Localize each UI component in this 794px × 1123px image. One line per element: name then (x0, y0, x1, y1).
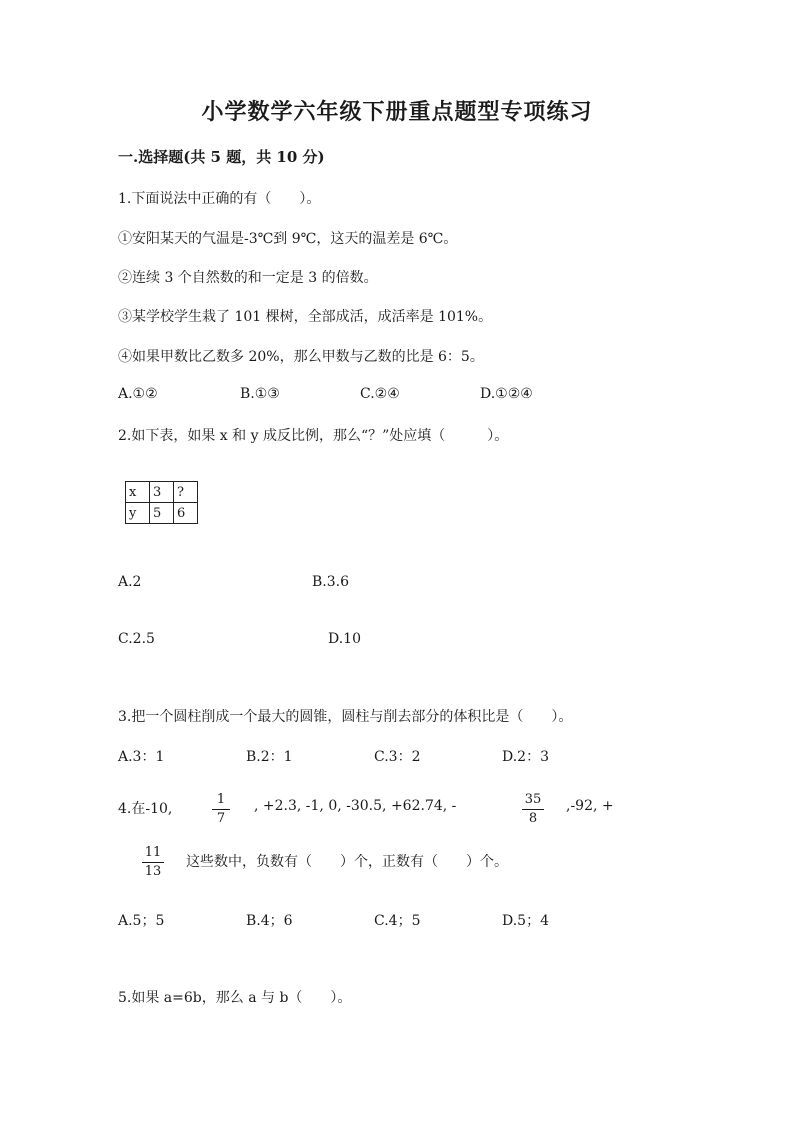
question-2-stem: 2.如下表，如果 x 和 y 成反比例，那么“？”处应填（ ）。 (118, 428, 509, 444)
question-1-statement-1: ①安阳某天的气温是-3℃到 9℃，这天的温差是 6℃。 (118, 231, 458, 247)
table-cell: x (126, 482, 150, 503)
question-4-prefix: 4.在-10, (118, 801, 173, 817)
fraction-denominator: 8 (528, 811, 538, 826)
table-row (126, 482, 198, 503)
table-cell: 3 (150, 482, 174, 503)
question-3-option-a: A.3：1 (118, 749, 165, 765)
fraction-1-7 (212, 792, 230, 827)
question-4-middle: , +2.3, -1, 0, -30.5, +62.74, - (254, 798, 457, 814)
question-4-tail: 这些数中，负数有（ ）个，正数有（ ）个。 (186, 854, 508, 870)
question-2-option-b: B.3.6 (312, 574, 350, 590)
question-2-option-c: C.2.5 (118, 631, 155, 647)
xy-table (125, 481, 198, 524)
fraction-numerator: 35 (524, 792, 542, 807)
fraction-numerator: 11 (144, 845, 162, 860)
question-1-statement-4: ④如果甲数比乙数多 20%，那么甲数与乙数的比是 6：5。 (118, 349, 484, 365)
table-row (126, 503, 198, 524)
question-1-option-a: A.①② (118, 386, 158, 402)
question-2-option-a: A.2 (118, 574, 142, 590)
question-1-option-c: C.②④ (360, 386, 400, 402)
table-cell: y (126, 503, 150, 524)
question-2-option-d: D.10 (328, 631, 361, 647)
fraction-denominator: 13 (144, 864, 162, 879)
page-title: 小学数学六年级下册重点题型专项练习 (201, 99, 593, 125)
question-4-option-d: D.5；4 (502, 913, 549, 929)
question-4-option-c: C.4；5 (374, 913, 421, 929)
fraction-bar (522, 809, 544, 810)
question-5-stem: 5.如果 a=6b，那么 a 与 b（ ）。 (118, 990, 352, 1006)
question-3-option-d: D.2：3 (502, 749, 549, 765)
fraction-35-8 (522, 792, 544, 827)
question-1-option-b: B.①③ (240, 386, 280, 402)
question-4-option-b: B.4；6 (246, 913, 293, 929)
fraction-bar (212, 809, 230, 810)
fraction-numerator: 1 (216, 792, 226, 807)
section-heading: 一.选择题(共 5 题，共 10 分) (118, 148, 325, 166)
fraction-11-13 (142, 845, 164, 880)
fraction-bar (142, 862, 164, 863)
question-4-option-a: A.5；5 (118, 913, 165, 929)
table-cell: ? (174, 482, 198, 503)
table-cell: 5 (150, 503, 174, 524)
question-3-stem: 3.把一个圆柱削成一个最大的圆锥，圆柱与削去部分的体积比是（ ）。 (118, 709, 573, 725)
fraction-denominator: 7 (216, 811, 226, 826)
question-3-option-c: C.3：2 (374, 749, 421, 765)
question-1-statement-3: ③某学校学生栽了 101 棵树，全部成活，成活率是 101%。 (118, 309, 493, 325)
table-cell: 6 (174, 503, 198, 524)
question-3-option-b: B.2：1 (246, 749, 293, 765)
question-1-statement-2: ②连续 3 个自然数的和一定是 3 的倍数。 (118, 270, 378, 286)
question-1-option-d: D.①②④ (480, 386, 533, 402)
question-4-suffix: ,-92, + (566, 798, 614, 814)
question-1-stem: 1.下面说法中正确的有（ ）。 (118, 191, 321, 207)
